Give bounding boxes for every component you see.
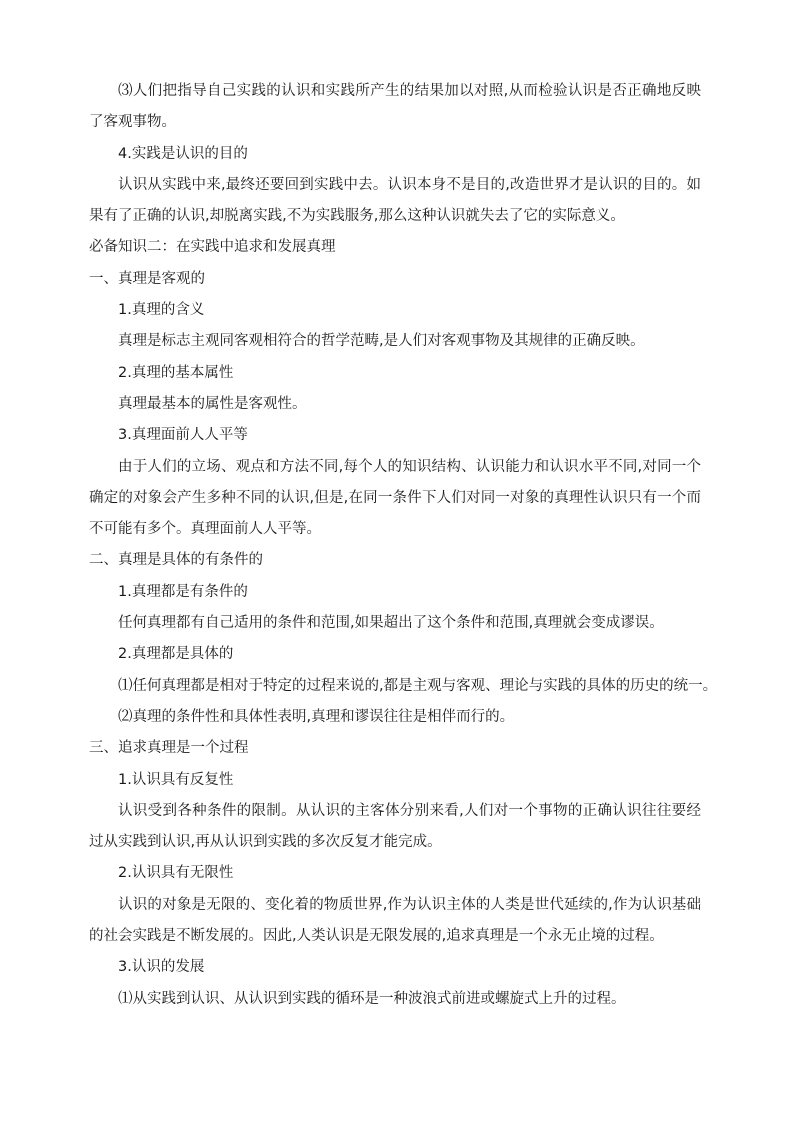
heading-truth-specific: 2.真理都是具体的 — [118, 646, 234, 663]
paragraph-truth-attribute: 真理最基本的属性是客观性。 — [118, 395, 307, 412]
section-heading-truth-objective: 一、真理是客观的 — [89, 270, 205, 287]
section-title-knowledge-two: 必备知识二：在实践中追求和发展真理 — [89, 239, 336, 256]
heading-cognition-infinity: 2.认识具有无限性 — [118, 865, 234, 882]
heading-truth-equality: 3.真理面前人人平等 — [118, 427, 248, 444]
paragraph-truth-specific-2: ⑵真理的条件性和具体性表明,真理和谬误往往是相伴而行的。 — [118, 708, 515, 725]
document-body — [89, 76, 718, 1015]
paragraph-cognition-repetition: 认识受到各种条件的限制。从认识的主客体分别来看,人们对一个事物的正确认识往往要经过从实践到认识,再从认识到实践的多次反复才能完成。 — [89, 802, 701, 851]
paragraph-truth-conditional: 任何真理都有自己适用的条件和范围,如果超出了这个条件和范围,真理就会变成谬误。 — [118, 615, 664, 632]
section-heading-truth-concrete: 二、真理是具体的有条件的 — [89, 552, 263, 569]
paragraph-cognition-development-1: ⑴从实践到认识、从认识到实践的循环是一种波浪式前进或螺旋式上升的过程。 — [118, 990, 626, 1007]
paragraph-truth-specific-1: ⑴任何真理都是相对于特定的过程来说的,都是主观与客观、理论与实践的具体的历史的统一。 — [118, 677, 718, 694]
heading-truth-attribute: 2.真理的基本属性 — [118, 364, 234, 381]
heading-truth-meaning: 1.真理的含义 — [118, 302, 205, 319]
heading-cognition-repetition: 1.认识具有反复性 — [118, 771, 234, 788]
heading-cognition-development: 3.认识的发展 — [118, 959, 205, 976]
paragraph-practice-purpose: 认识从实践中来,最终还要回到实践中去。认识本身不是目的,改造世界才是认识的目的。如果有了正确的认识,却脱离实践,不为实践服务,那么这种认识就失去了它的实际意义。 — [89, 176, 701, 225]
paragraph-cognition-infinity: 认识的对象是无限的、变化着的物质世界,作为认识主体的人类是世代延续的,作为认识基础的社会实践是不断发展的。因此,人类认识是无限发展的,追求真理是一个永无止境的过程。 — [89, 896, 701, 945]
section-heading-truth-process: 三、追求真理是一个过程 — [89, 740, 249, 757]
heading-truth-conditional: 1.真理都是有条件的 — [118, 583, 248, 600]
heading-practice-purpose: 4.实践是认识的目的 — [118, 145, 248, 162]
paragraph-truth-equality: 由于人们的立场、观点和方法不同,每个人的知识结构、认识能力和认识水平不同,对同一个确定的对象会产生多种不同的认识,但是,在同一条件下人们对同一对象的真理性认识只有一个而不可能有多个。真理面前人人平等。 — [89, 458, 701, 538]
paragraph-truth-meaning: 真理是标志主观同客观相符合的哲学范畴,是人们对客观事物及其规律的正确反映。 — [118, 333, 645, 350]
paragraph-check-knowledge: ⑶人们把指导自己实践的认识和实践所产生的结果加以对照,从而检验认识是否正确地反映了客观事物。 — [89, 83, 701, 131]
